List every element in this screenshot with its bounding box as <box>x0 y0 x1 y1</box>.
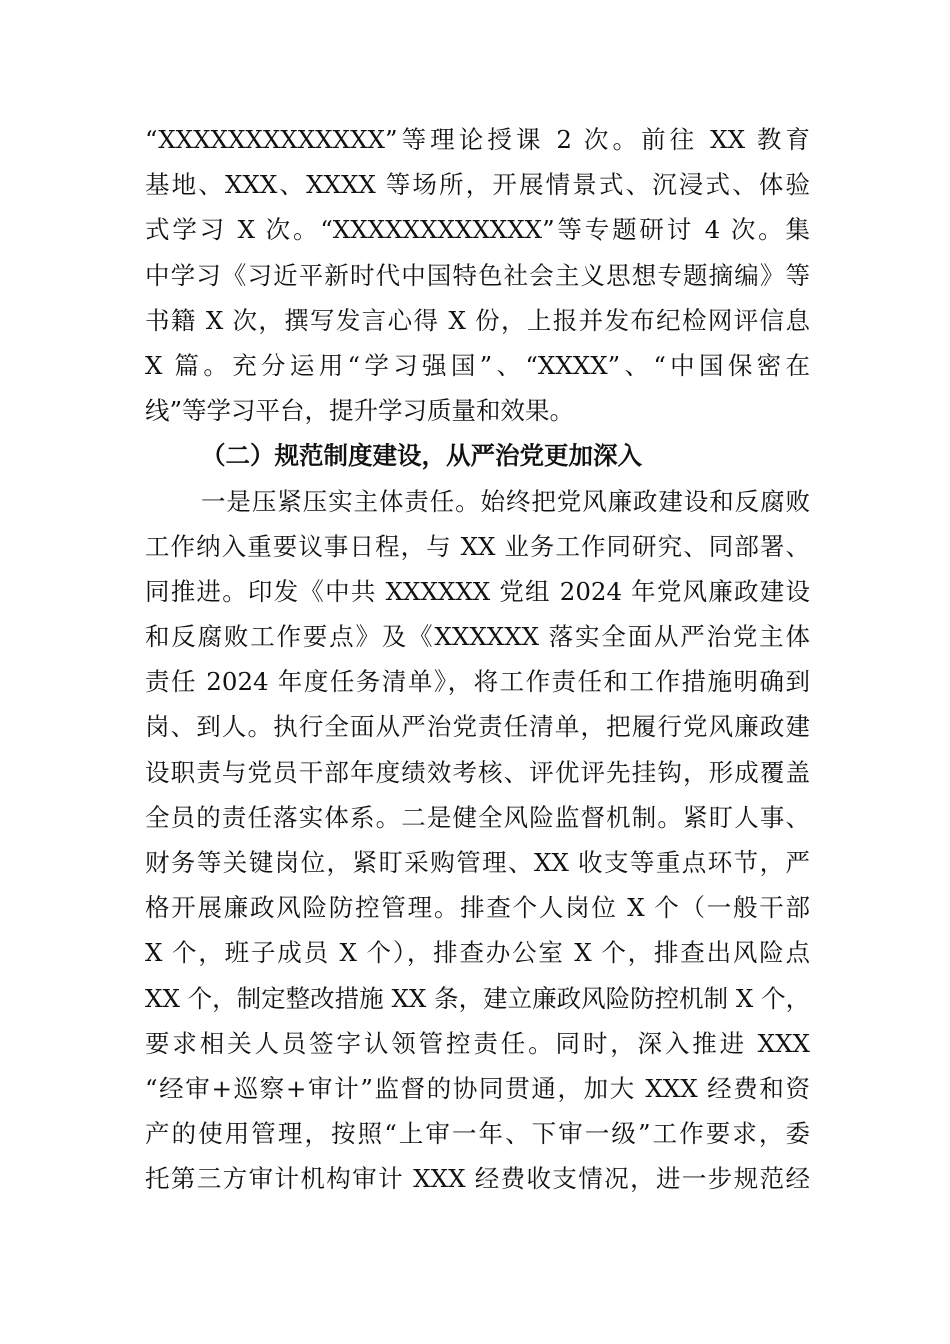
paragraph-line: 书籍 X 次，撰写发言心得 X 份，上报并发布纪检网评信息 <box>145 305 810 335</box>
paragraph-line: 产的使用管理，按照“上审一年、下审一级”工作要求，委 <box>145 1119 810 1149</box>
paragraph-1 <box>145 117 810 433</box>
paragraph-line: 托第三方审计机构审计 XXX 经费收支情况，进一步规范经 <box>145 1164 810 1194</box>
paragraph-line: 责任 2024 年度任务清单》，将工作责任和工作措施明确到 <box>145 667 810 697</box>
paragraph-line: X 个，班子成员 X 个），排查办公室 X 个，排查出风险点 <box>145 938 810 968</box>
paragraph-line: “经审+巡察+审计”监督的协同贯通，加大 XXX 经费和资 <box>145 1073 810 1103</box>
paragraph-line: XX 个，制定整改措施 XX 条，建立廉政风险防控机制 X 个， <box>145 983 811 1013</box>
paragraph-line: 财务等关键岗位，紧盯采购管理、XX 收支等重点环节，严 <box>145 848 810 877</box>
section-heading: （二）规范制度建设，从严治党更加深入 <box>201 441 642 471</box>
paragraph-line: 要求相关人员签字认领管控责任。同时，深入推进 XXX <box>145 1028 810 1058</box>
paragraph-line: X 篇。充分运用“学习强国”、“XXXX”、“中国保密在 <box>145 350 810 380</box>
paragraph-line: 设职责与党员干部年度绩效考核、评优评先挂钩，形成覆盖 <box>145 757 810 787</box>
paragraph-line: 工作纳入重要议事日程，与 XX 业务工作同研究、同部署、 <box>145 531 810 561</box>
body-text <box>145 117 810 1202</box>
paragraph-line: 基地、XXX、XXXX 等场所，开展情景式、沉浸式、体验 <box>145 170 810 200</box>
paragraph-line: 格开展廉政风险防控管理。排查个人岗位 X 个（一般干部 <box>145 893 810 923</box>
paragraph-line: 同推进。印发《中共 XXXXXX 党组 2024 年党风廉政建设 <box>145 576 810 606</box>
paragraph-line: 线”等学习平台，提升学习质量和效果。 <box>145 396 575 426</box>
paragraph-2 <box>145 479 810 1202</box>
paragraph-line: 岗、到人。执行全面从严治党责任清单，把履行党风廉政建 <box>145 712 810 742</box>
paragraph-line: 一是压紧压实主体责任。始终把党风廉政建设和反腐败 <box>201 486 810 516</box>
paragraph-line: 式学习 X 次。“XXXXXXXXXXXX”等专题研讨 4 次。集 <box>145 215 810 245</box>
paragraph-line: “XXXXXXXXXXXXX”等理论授课 2 次。前往 XX 教育 <box>145 125 810 154</box>
paragraph-line: 中学习《习近平新时代中国特色社会主义思想专题摘编》等 <box>145 260 810 290</box>
paragraph-line: 和反腐败工作要点》及《XXXXXX 落实全面从严治党主体 <box>145 622 810 652</box>
paragraph-line: 全员的责任落实体系。二是健全风险监督机制。紧盯人事、 <box>145 802 810 832</box>
